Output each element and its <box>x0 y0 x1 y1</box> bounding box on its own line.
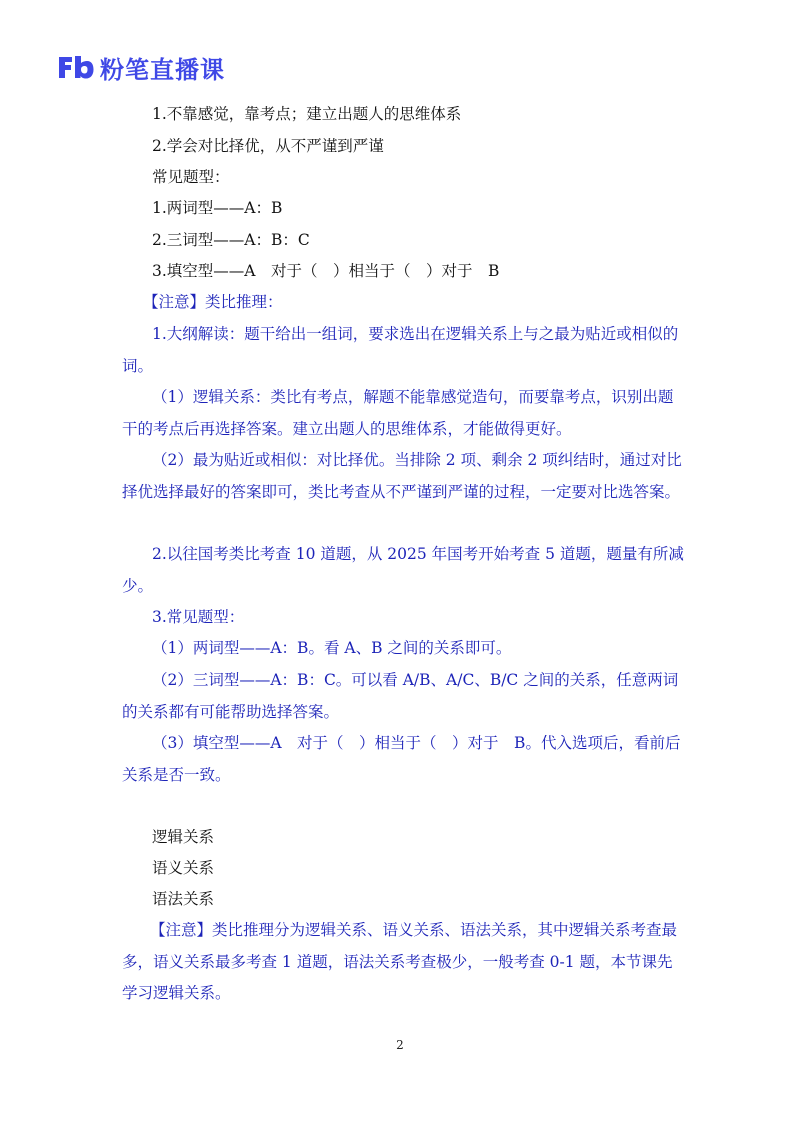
brand-name: 粉笔直播课 <box>100 55 225 84</box>
note-paragraph-1: 1.大纲解读：题干给出一组词，要求选出在逻辑关系上与之最为贴近或相似的词。 <box>122 325 679 375</box>
relation-grammar: 语法关系 <box>152 890 215 908</box>
summary-line-1: 1.不靠感觉，靠考点；建立出题人的思维体系 <box>152 105 462 123</box>
note-paragraph-final <box>122 915 684 1010</box>
note-paragraph-4: 2.以往国考类比考查 10 道题，从 2025 年国考开始考查 5 道题，题量有所减少。 <box>122 545 684 595</box>
note-paragraph-3: （2）最为贴近或相似：对比择优。当排除 2 项、剩余 2 项纠结时，通过对比择优选择最好的答案即可，类比考查从不严谨到严谨的过程，一定要对比选答案。 <box>122 451 682 501</box>
note-tag: 【注意】 <box>150 921 213 939</box>
note-paragraph-6: （1）两词型——A：B。看 A、B 之间的关系即可。 <box>152 639 512 657</box>
relation-logic: 逻辑关系 <box>152 828 215 846</box>
relation-semantic: 语义关系 <box>152 859 215 877</box>
note-final-text: 类比推理分为逻辑关系、语义关系、语法关系，其中逻辑关系考查最多，语义关系最多考查 1 道题，语法关系考查极少，一般考查 0-1 题，本节课先学习逻辑关系。 <box>122 921 678 1002</box>
note-paragraph-2: （1）逻辑关系：类比有考点，解题不能靠感觉造句，而要靠考点，识别出题干的考点后再选择答案。建立出题人的思维体系，才能做得更好。 <box>122 388 674 438</box>
type-line-1: 1.两词型——A：B <box>152 199 283 217</box>
note-heading: 【注意】类比推理： <box>143 293 283 311</box>
summary-line-2: 2.学会对比择优，从不严谨到严谨 <box>152 137 384 155</box>
brand-logo <box>56 52 225 82</box>
type-line-3: 3.填空型——A 对于（ ）相当于（ ）对于 B <box>152 262 500 280</box>
question-types-heading: 常见题型： <box>152 168 230 186</box>
fenbi-logo-icon <box>56 53 94 81</box>
type-line-2: 2.三词型——A：B：C <box>152 231 310 249</box>
note-paragraph-7: （2）三词型——A：B：C。可以看 A/B、A/C、B/C 之间的关系，任意两词的关系都有可能帮助选择答案。 <box>122 671 679 721</box>
note-paragraph-5: 3.常见题型： <box>152 608 245 626</box>
note-paragraph-8: （3）填空型——A 对于（ ）相当于（ ）对于 B。代入选项后，看前后关系是否一致。 <box>122 734 681 784</box>
page-number: 2 <box>396 1038 404 1052</box>
